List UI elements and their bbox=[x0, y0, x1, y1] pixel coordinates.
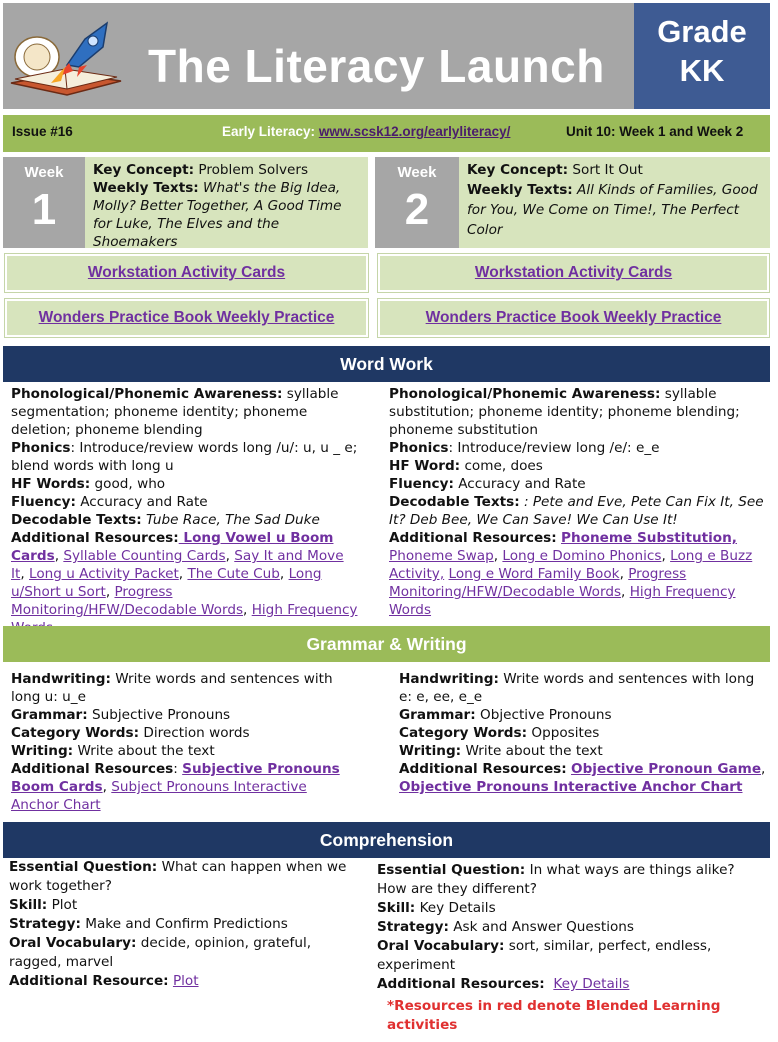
gw1-wr-label: Writing: bbox=[11, 743, 74, 759]
week-1-wonders-link[interactable]: Wonders Practice Book Weekly Practice bbox=[38, 309, 335, 326]
gw1-res-label: Additional Resources bbox=[11, 761, 174, 777]
c2-skill: Key Details bbox=[415, 900, 496, 916]
grammar-week-2: Handwriting: Write words and sentences with long e: e, ee, e_e Grammar: Objective Pronouns Category Words: Opposites Writing: Write about the text Additional Resources: Objective Pronoun Game, Objective Pronouns Interactive Anchor Chart bbox=[399, 671, 766, 795]
ww2-resources-label: Additional Resources: bbox=[389, 530, 557, 546]
word-work-header: Word Work bbox=[3, 346, 770, 382]
week-2-label: Week bbox=[397, 164, 437, 181]
c1-skill: Plot bbox=[47, 897, 78, 913]
ww1-fluency-label: Fluency: bbox=[11, 494, 76, 510]
week-1-workstation-bar bbox=[5, 254, 368, 292]
ww2-pa-label: Phonological/Phonemic Awareness: bbox=[389, 386, 661, 402]
early-literacy bbox=[222, 124, 510, 139]
ww1-phonics: : Introduce/review words long /u/: u, u _ e; blend words with long u bbox=[11, 440, 358, 474]
comprehension-header: Comprehension bbox=[3, 822, 770, 858]
rocket-book-logo-icon bbox=[7, 17, 127, 99]
ww1-resource-link[interactable]: High Frequency bbox=[251, 602, 358, 618]
week-2-texts-label: Weekly Texts: bbox=[467, 182, 573, 198]
ww2-phonics: : Introduce/review long /e/: e_e bbox=[448, 440, 660, 456]
ww1-resource-link[interactable]: Long u Activity Packet bbox=[29, 566, 179, 582]
ww2-fluency: Accuracy and Rate bbox=[453, 476, 586, 492]
grade-badge bbox=[634, 3, 770, 109]
c2-strategy-label: Strategy: bbox=[377, 919, 449, 935]
ww2-resource-link[interactable]: Long e Domino Phonics bbox=[502, 548, 662, 564]
ww1-hf: good, who bbox=[90, 476, 166, 492]
week-1-workstation-link[interactable]: Workstation Activity Cards bbox=[87, 264, 286, 281]
ww2-decodable-label: Decodable Texts: bbox=[389, 494, 520, 510]
grammar-header: Grammar & Writing bbox=[3, 626, 770, 662]
gw2-resource-link[interactable]: Objective Pronouns Interactive Anchor Chart bbox=[399, 779, 743, 795]
c1-strategy: Make and Confirm Predictions bbox=[80, 916, 288, 932]
ww1-decodable: Tube Race, The Sad Duke bbox=[141, 512, 320, 528]
week-1-texts: What's the Big Idea, Molly? Better Together, A Good Time for Luke, The Elves and the Shoemakers bbox=[93, 180, 342, 250]
gw2-res-label: Additional Resources: bbox=[399, 761, 567, 777]
ww2-hf: come, does bbox=[460, 458, 543, 474]
ww1-resource-link[interactable]: Say It and Move It bbox=[11, 548, 344, 582]
header-banner bbox=[3, 3, 634, 109]
ww2-resource-link[interactable]: Phoneme Substitution, bbox=[561, 530, 737, 546]
c1-res-label: Additional Resource: bbox=[9, 973, 169, 989]
week-1-label: Week bbox=[24, 164, 64, 181]
gw1-resource-link[interactable]: Subjective Pronouns Boom Cards bbox=[11, 761, 340, 795]
c1-vocab: decide, opinion, grateful, ragged, marvel bbox=[9, 935, 312, 970]
blended-learning-note: *Resources in red denote Blended Learning activities bbox=[387, 998, 721, 1033]
gw1-hw: Write words and sentences with long u: u_e bbox=[11, 671, 333, 705]
gw2-gr: Objective Pronouns bbox=[475, 707, 612, 723]
comprehension-week-1 bbox=[9, 858, 359, 991]
gw2-gr-label: Grammar: bbox=[399, 707, 476, 723]
c2-vocab-label: Oral Vocabulary: bbox=[377, 938, 505, 954]
ww1-resource-link[interactable]: Progress Monitoring/HFW/Decodable Words bbox=[11, 584, 244, 618]
gw2-cw-label: Category Words: bbox=[399, 725, 528, 741]
unit-label: Unit 10: Week 1 and Week 2 bbox=[566, 124, 744, 139]
week-2-workstation-bar bbox=[378, 254, 769, 292]
issue-number: Issue #16 bbox=[12, 124, 73, 139]
early-literacy-link[interactable]: www.scsk12.org/earlyliteracy/ bbox=[318, 124, 511, 139]
week-1-wonders-bar bbox=[5, 299, 368, 337]
week-1-badge bbox=[3, 157, 85, 248]
grade-value: KK bbox=[679, 53, 725, 88]
grade-label: Grade bbox=[657, 14, 747, 49]
ww1-fluency: Accuracy and Rate bbox=[75, 494, 208, 510]
ww1-resource-link[interactable]: Long Vowel u Boom Cards bbox=[11, 530, 334, 564]
ww2-phonics-label: Phonics bbox=[389, 440, 449, 456]
ww1-resource-link[interactable]: The Cute Cub bbox=[187, 566, 280, 582]
c1-eq: What can happen when we work together? bbox=[9, 859, 347, 894]
ww2-resource-link[interactable]: Long e Buzz Activity, bbox=[389, 548, 753, 582]
gw2-hw: Write words and sentences with long e: e, ee, e_e bbox=[399, 671, 755, 705]
gw2-hw-label: Handwriting: bbox=[399, 671, 499, 687]
gw1-wr: Write about the text bbox=[73, 743, 215, 759]
ww2-pa: syllable substitution; phoneme identity; phoneme blending; phoneme substitution bbox=[389, 386, 740, 438]
c2-strategy: Ask and Answer Questions bbox=[448, 919, 634, 935]
gw1-resource-link[interactable]: Subject Pronouns Interactive Anchor Chart bbox=[11, 779, 307, 813]
gw1-gr: Subjective Pronouns bbox=[87, 707, 231, 723]
ww1-pa: syllable segmentation; phoneme identity; phoneme deletion; phoneme blending bbox=[11, 386, 339, 438]
week-2-key-concept: Sort It Out bbox=[568, 162, 643, 178]
gw2-wr-label: Writing: bbox=[399, 743, 462, 759]
ww1-decodable-label: Decodable Texts: bbox=[11, 512, 142, 528]
ww1-resources-label: Additional Resources bbox=[11, 530, 174, 546]
ww2-resource-link[interactable]: Progress Monitoring/HFW/Decodable Words bbox=[389, 566, 687, 600]
c1-skill-label: Skill: bbox=[9, 897, 48, 913]
c1-strategy-label: Strategy: bbox=[9, 916, 81, 932]
ww1-resource-link[interactable]: Syllable Counting Cards bbox=[63, 548, 226, 564]
ww2-decodable: : Pete and Eve, Pete Can Fix It, See It? Deb Bee, We Can Save! We Can Use It! bbox=[389, 494, 764, 528]
issue-bar bbox=[3, 115, 770, 152]
word-work-week-1: Phonological/Phonemic Awareness: syllable segmentation; phoneme identity; phoneme deletion; phoneme blending Phonics: Introduce/review words long /u/: u, u _ e; blend words with long u HF Words: good, who Fluency: Accuracy and Rate Decodable Texts: Tube Race, The Sad Duke Additional Resources: Long Vowel u Boom Cards, Syllable Counting Cards, Say It and Move It, Long u Activity Packet, The Cute Cub, Long u/Short u Sort, Progress Monitoring/HFW/Decodable Words, High Frequency bbox=[11, 385, 361, 637]
week-1-number: 1 bbox=[31, 185, 57, 234]
c1-vocab-label: Oral Vocabulary: bbox=[9, 935, 137, 951]
c2-skill-label: Skill: bbox=[377, 900, 416, 916]
ww1-pa-label: Phonological/Phonemic Awareness: bbox=[11, 386, 283, 402]
c2-eq-label: Essential Question: bbox=[377, 862, 526, 878]
week-2-key-concept-label: Key Concept: bbox=[467, 162, 569, 178]
week-2-number: 2 bbox=[404, 185, 430, 234]
c2-res-label: Additional Resources: bbox=[377, 976, 545, 992]
gw2-cw: Opposites bbox=[527, 725, 600, 741]
gw1-hw-label: Handwriting: bbox=[11, 671, 111, 687]
page-title: The Literacy Launch bbox=[148, 40, 605, 92]
c2-vocab: sort, similar, perfect, endless, experiment bbox=[377, 938, 712, 973]
week-1-info bbox=[85, 157, 368, 248]
ww2-hf-label: HF Word: bbox=[389, 458, 461, 474]
c2-resource-link[interactable]: Key Details bbox=[553, 976, 630, 992]
week-1-key-concept: Problem Solvers bbox=[194, 162, 309, 178]
ww2-resource-link[interactable]: Phoneme Swap bbox=[389, 548, 494, 564]
week-2-wonders-link[interactable]: Wonders Practice Book Weekly Practice bbox=[425, 309, 722, 326]
gw1-gr-label: Grammar: bbox=[11, 707, 88, 723]
week-2-badge bbox=[375, 157, 459, 248]
c1-eq-label: Essential Question: bbox=[9, 859, 158, 875]
week-1-texts-label: Weekly Texts: bbox=[93, 180, 199, 196]
gw1-cw: Direction words bbox=[139, 725, 250, 741]
ww1-resource-link[interactable]: Long u/Short u Sort bbox=[11, 566, 322, 600]
word-work-week-2: Phonological/Phonemic Awareness: syllable substitution; phoneme identity; phoneme blending; phoneme substitution Phonics: Introduce/review long /e/: e_e HF Word: come, does Fluency: Accuracy and Rate Decodable Texts: : Pete and Eve, Pete Can Fix It, See It? Deb Bee, We Can Save! We Can Use It! Additional Resources: Phoneme Substitution, Phoneme Swap, Long e Domino Phonics, Long e Buzz Activity, Long e Word Family Book, Progress Monitoring/HFW/Decodable Words, High Frequency Words bbox=[389, 386, 764, 618]
week-2-wonders-bar bbox=[378, 299, 769, 337]
early-literacy-label: Early Literacy: bbox=[222, 124, 319, 139]
ww1-phonics-label: Phonics bbox=[11, 440, 71, 456]
comprehension-week-2 bbox=[377, 861, 757, 994]
gw2-wr: Write about the text bbox=[461, 743, 603, 759]
gw2-resource-link[interactable]: Objective Pronoun Game bbox=[571, 761, 762, 777]
week-2-workstation-link[interactable]: Workstation Activity Cards bbox=[474, 264, 673, 281]
week-2-info bbox=[459, 157, 770, 248]
week-2-texts: All Kinds of Families, Good for You, We Come on Time!, The Perfect Color bbox=[467, 182, 758, 238]
c2-eq: In what ways are things alike? How are they different? bbox=[377, 862, 735, 897]
ww2-resource-link[interactable]: Long e Word Family Book bbox=[448, 566, 620, 582]
ww2-resource-link[interactable]: High Frequency Words bbox=[389, 584, 736, 618]
c1-resource-link[interactable]: Plot bbox=[172, 973, 199, 989]
week-1-key-concept-label: Key Concept: bbox=[93, 162, 195, 178]
ww2-fluency-label: Fluency: bbox=[389, 476, 454, 492]
ww1-hf-label: HF Words: bbox=[11, 476, 91, 492]
gw1-cw-label: Category Words: bbox=[11, 725, 140, 741]
grammar-week-1: Handwriting: Write words and sentences with long u: u_e Grammar: Subjective Pronouns Category Words: Direction words Writing: Write about the text Additional Resources: Subjective Pronouns Boom Cards, Subject Pronouns Interactive Anchor Chart bbox=[11, 671, 340, 813]
